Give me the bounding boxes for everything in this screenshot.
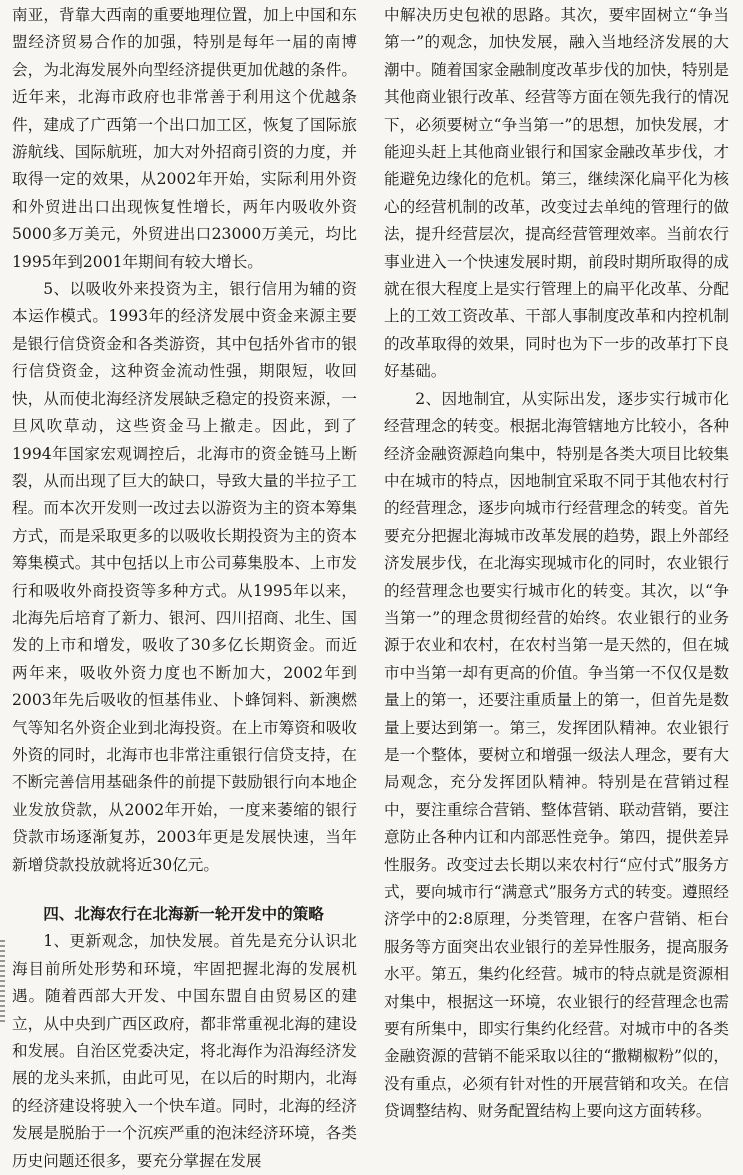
paragraph-continued-right: 中解决历史包袱的思路。其次，要牢固树立“争当第一”的观念，加快发展，融入当地经济发展的大潮中。随着国家金融制度改革步伐的加快，特别是其他商业银行改革、经营等方面在领先我行的情况下，必须要树立“争当第一”的思想，加快发展，才能迎头赶上其他商业银行和国家金融改革步伐，才能避免边缘化的危机。第三，继续深化扁平化为核心的经营机制的改革，改变过去单纯的管理行的做法，提升经营层次，提高经营管理效率。当前农行事业进入一个快速发展时期，前段时期所取得的成就在很大程度上是实行管理上的扁平化改革、分配上的工效工资改革、干部人事制度改革和内控机制的改革取得的效果，同时也为下一步的改革打下良好基础。 [384, 6, 729, 381]
paragraph-strategy-2: 2、因地制宜，从实际出发，逐步实行城市化经营理念的转变。根据北海管辖地方比较小，各种经济金融资源趋向集中，特别是各类大项目比较集中在城市的特点，因地制宜采取不同于其他农村行的经营理念，逐步向城市行经营理念的转变。首先要充分把握北海城市改革发展的趋势，跟上外部经济发展步伐，在北海实现城市化的同时，农业银行的经营理念也要实行城市化的转变。其次，以“争当第一”的理念贯彻经营的始终。农业银行的业务源于农业和农村，在农村当第一是天然的，但在城市中当第一却有更高的价值。争当第一不仅仅是数量上的第一，还要注重质量上的第一，但首先是数量上要达到第一。第三，发挥团队精神。农业银行是一个整体，要树立和增强一级法人理念，要有大局观念，充分发挥团队精神。特别是在营销过程中，要注重综合营销、整体营销、联动营销，要注意防止各种内讧和内部恶性竞争。第四，提供差异性服务。改变过去长期以来农村行“应付式”服务方式，要向城市行“满意式”服务方式的转变。遵照经济学中的2:8原理，分类管理，在客户营销、柜台服务等方面突出农业银行的差异性服务，提高服务水平。第五，集约化经营。城市的特点就是资源相对集中，根据这一环境，农业银行的经营理念也需要有所集中，即实行集约化经营。对城市中的各类金融资源的营销不能采取以往的“撒糊椒粉”似的，没有重点，必须有针对性的开展营销和攻关。在信贷调整结构、财务配置结构上要向这方面转移。 [384, 389, 729, 1121]
right-column [384, 2, 729, 1126]
paragraph-strategy-1: 1、更新观念，加快发展。首先是充分认识北海目前所处形势和环境，牢固把握北海的发展机遇。随着西部大开发、中国东盟自由贸易区的建立，从中央到广西区政府，都非常重视北海的建设和发展。自治区党委决定，将北海作为沿海经济发展的龙头来抓，由此可见，在以后的时期内，北海的经济建设将驶入一个快车道。同时，北海的经济发展是脱胎于一个沉疾严重的泡沫经济环境，各类历史问题还很多，要充分掌握在发展 [12, 932, 357, 1170]
paragraph-section-5: 5、以吸收外来投资为主，银行信用为辅的资本运作模式。1993年的经济发展中资金来源主要是银行信贷资金和各类游资，其中包括外省市的银行信贷资金，这种资金流动性强，期限短，收回快，从而使北海经济发展缺乏稳定的投资来源，一旦风吹草动，这些资金马上撤走。因此，到了1994年国家宏观调控后，北海市的资金链马上断裂，从而出现了巨大的缺口，导致大量的半拉子工程。而本次开发则一改过去以游资为主的资本筹集方式，而是采取更多的以吸收长期投资为主的资本筹集模式。其中包括以上市公司募集股本、上市发行和吸收外商投资等多种方式。从1995年以来，北海先后培育了新力、银河、四川招商、北生、国发的上市和增发，吸收了30多亿长期资金。而近两年来，吸收外资力度也不断加大，2002年到2003年先后吸收的恒基伟业、卜蜂饲料、新澳燃气等知名外资企业到北海投资。在上市筹资和吸收外资的同时，北海市也非常注重银行信贷支持，在不断完善信用基础条件的前提下鼓励银行向本地企业发放贷款，从2002年开始，一度来萎缩的银行贷款市场逐渐复苏，2003年更是发展快速，当年新增贷款投放就将近30亿元。 [12, 280, 357, 874]
left-column [12, 2, 357, 1175]
paragraph-continued: 南亚，背靠大西南的重要地理位置，加上中国和东盟经济贸易合作的加强，特别是每年一届的南博会，为北海发展外向型经济提供更加优越的条件。近年来，北海市政府也非常善于利用这个优越条件，建成了广西第一个出口加工区，恢复了国际旅游航线、国际航班，加大对外招商引资的力度，并取得一定的效果，从2002年开始，实际利用外资和外贸进出口出现恢复性增长，两年内吸收外资5000多万美元，外贸进出口23000万美元，均比1995年到2001年期间有较大增长。 [12, 6, 357, 271]
section-heading: 四、北海农行在北海新一轮开发中的策略 [43, 905, 324, 923]
scan-edge-mark [0, 940, 5, 1025]
